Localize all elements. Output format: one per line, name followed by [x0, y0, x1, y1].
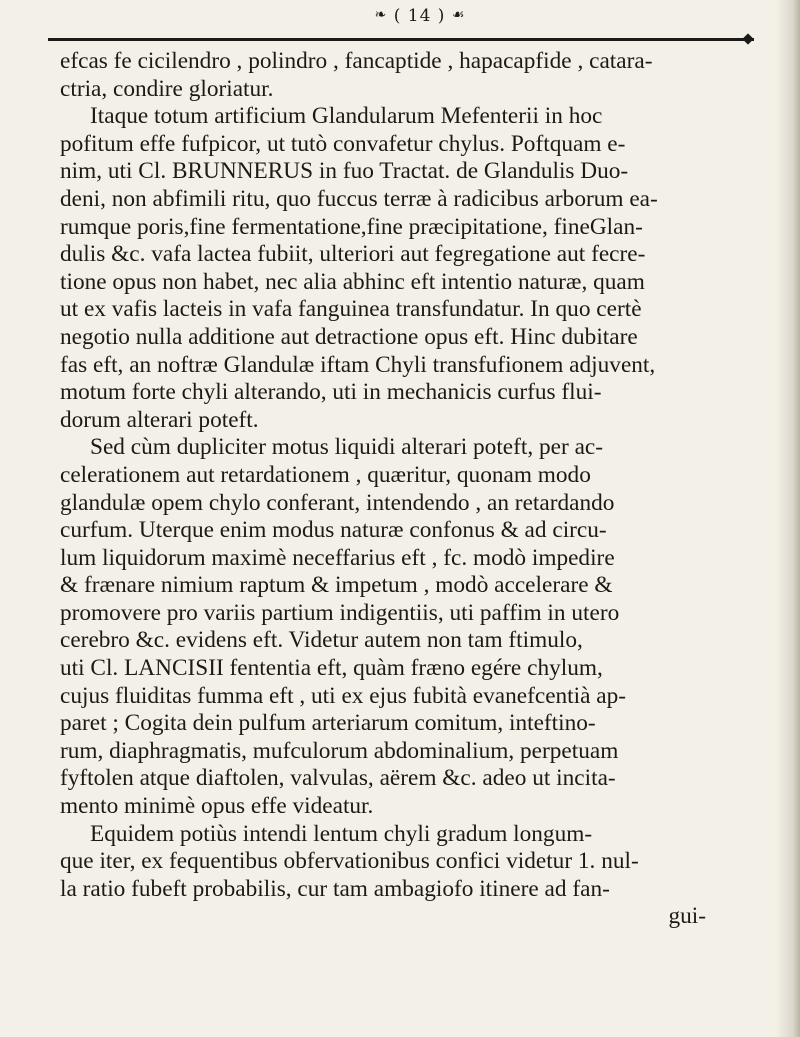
header-rule-ornament [742, 33, 753, 44]
text-line: cerebro &c. evidens eft. Videtur autem non tam ftimulo, [60, 627, 583, 654]
catchword: gui- [668, 903, 706, 930]
text-line: motum forte chyli alterando, uti in mechanicis curfus flui- [60, 379, 602, 406]
text-line: lum liquidorum maximè neceffarius eft , fc. modò impedire [60, 544, 615, 571]
text-line: ctria, condire gloriatur. [60, 75, 274, 102]
page-number: ( 14 ) [393, 6, 446, 26]
ornament-right-icon: ☙ [451, 7, 466, 23]
text-line: cujus fluiditas fumma eft , uti ex ejus fubità evanefcentià ap- [60, 682, 627, 709]
body-text [60, 48, 750, 931]
text-line: curfum. Uterque enim modus naturæ confonus & ad circu- [60, 517, 607, 544]
text-line: promovere pro variis partium indigentiis, uti paffim in utero [60, 599, 620, 626]
text-line: Equidem potiùs intendi lentum chyli gradum longum- [90, 820, 593, 847]
text-line: pofitum effe fufpicor, ut tutò convafetur chylus. Poftquam e- [60, 130, 626, 157]
text-line: ut ex vafis lacteis in vafa fanguinea transfundatur. In quo certè [60, 296, 642, 323]
text-line: la ratio fubeft probabilis, cur tam ambagiofo itinere ad fan- [60, 875, 610, 902]
text-line: glandulæ opem chylo conferant, intendendo , an retardando [60, 489, 615, 516]
text-line: celerationem aut retardationem , quæritur, quonam modo [60, 461, 591, 488]
text-line: tione opus non habet, nec alia abhinc eft intentio naturæ, quam [60, 268, 645, 295]
page-edge-shadow [776, 0, 800, 1037]
text-line: efcas fe cicilendro , polindro , fancaptide , hapacapfide , catara- [60, 48, 653, 74]
text-line: rumque poris,fine fermentatione,fine præcipitatione, fineGlan- [60, 213, 643, 240]
text-line: & frænare nimium raptum & impetum , modò accelerare & [60, 572, 613, 599]
text-line: negotio nulla additione aut detractione opus eft. Hinc dubitare [60, 323, 638, 350]
text-line: dorum alterari poteft. [60, 406, 259, 433]
text-line: deni, non abfimili ritu, quo fuccus terræ à radicibus arborum ea- [60, 185, 658, 212]
text-line: fyftolen atque diaftolen, valvulas, aërem &c. adeo ut incita- [60, 765, 616, 792]
text-line: rum, diaphragmatis, mufculorum abdominalium, perpetuam [60, 737, 619, 764]
text-line: uti Cl. LANCISII fententia eft, quàm fræno egére chylum, [60, 655, 603, 682]
text-line: Sed cùm dupliciter motus liquidi alterari poteft, per ac- [90, 434, 604, 461]
text-line: Itaque totum artificium Glandularum Mefenterii in hoc [90, 103, 603, 130]
text-line: que iter, ex fequentibus obfervationibus confici videtur 1. nul- [60, 848, 639, 875]
text-line: fas eft, an noftræ Glandulæ iftam Chyli transfufionem adjuvent, [60, 351, 656, 378]
page-header [300, 6, 540, 32]
ornament-left-icon: ❧ [374, 7, 388, 23]
header-rule [48, 38, 754, 41]
text-line: nim, uti Cl. BRUNNERUS in fuo Tractat. de Glandulis Duo- [60, 158, 629, 185]
text-line: dulis &c. vafa lactea fubiit, ulteriori aut fegregatione aut fecre- [60, 241, 646, 268]
text-line: mento minimè opus effe videatur. [60, 793, 374, 820]
text-line: paret ; Cogita dein pulfum arteriarum comitum, inteftino- [60, 710, 596, 737]
